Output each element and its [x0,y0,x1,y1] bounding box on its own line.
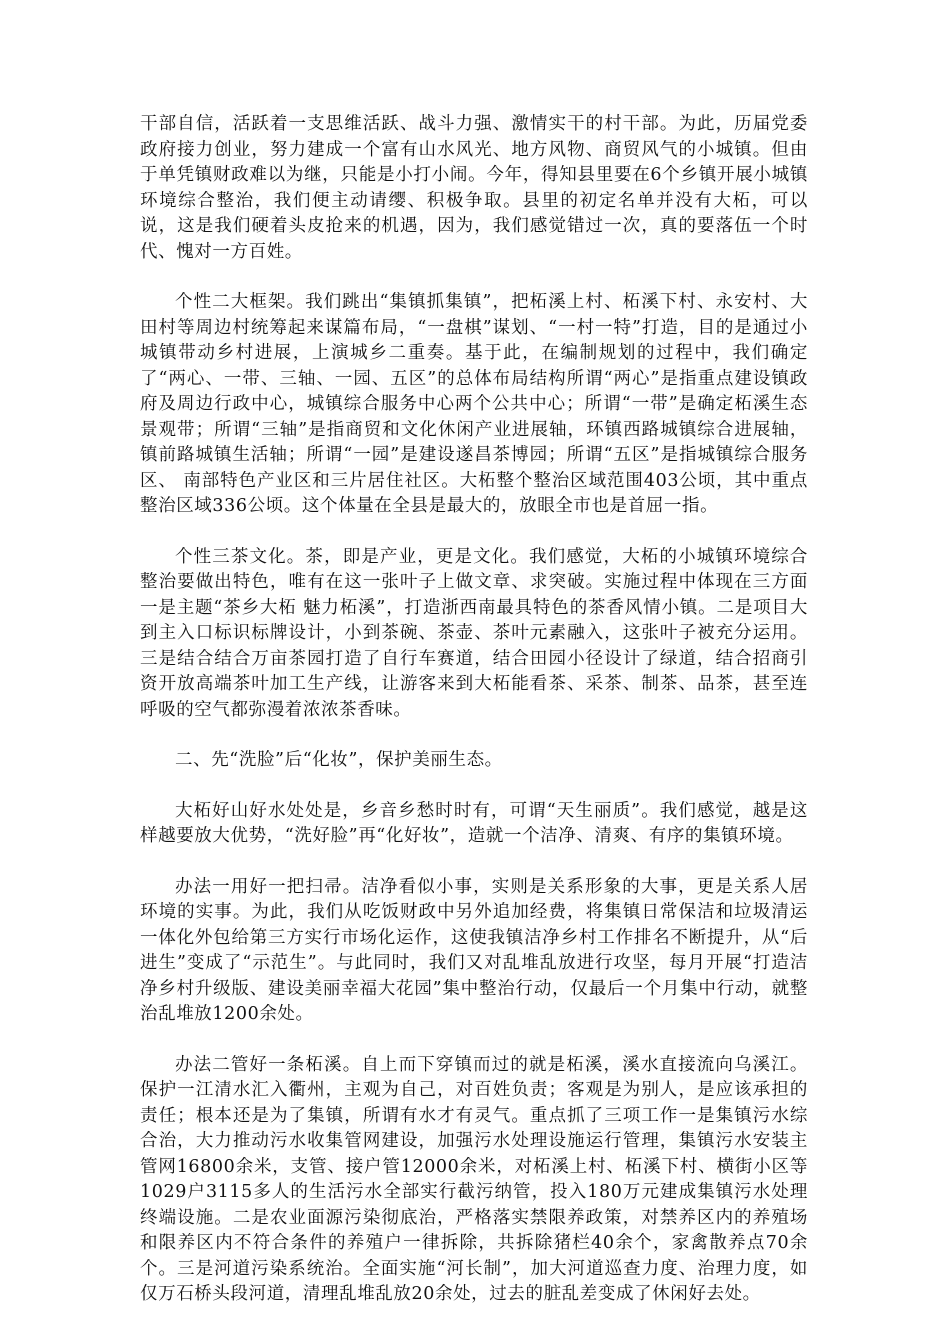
paragraph-tea-culture: 个性三茶文化。茶，即是产业，更是文化。我们感觉，大柘的小城镇环境综合整治要做出特色，唯有在这一张叶子上做文章、求突破。实施过程中体现在三方面一是主题“茶乡大柘 魅力柘溪”，打造浙西南最具特色的茶香风情小镇。二是项目大到主入口标识标牌设计，小到茶碗、茶壶、茶叶元素融入，这张叶子被充分运用。三是结合结合万亩茶园打造了自行车赛道，结合田园小径设计了绿道，结合招商引资开放高端茶叶加工生产线，让游客来到大柘能看茶、采茶、制茶、品茶，甚至连呼吸的空气都弥漫着浓浓茶香味。 [140,546,808,720]
section-heading: 二、先“洗脸”后“化妆”，保护美丽生态。 [175,750,503,770]
paragraph-continuation: 干部自信，活跃着一支思维活跃、战斗力强、激情实干的村干部。为此，历届党委政府接力创业，努力建成一个富有山水风光、地方风物、商贸风气的小城镇。但由于单凭镇财政难以为继，只能是小打小闹。今年，得知县里要在6个乡镇开展小城镇环境综合整治，我们便主动请缨、积极争取。县里的初定名单并没有大柘，可以说，这是我们硬着头皮抢来的机遇，因为，我们感觉错过一次，真的要落伍一个时代、愧对一方百姓。 [140,114,808,262]
paragraph-framework: 个性二大框架。我们跳出“集镇抓集镇”，把柘溪上村、柘溪下村、永安村、大田村等周边村统筹起来谋篇布局，“一盘棋”谋划、“一村一特”打造，目的是通过小城镇带动乡村进展，上演城乡二重奏。基于此，在编制规划的过程中，我们确定了“两心、一带、三轴、一园、五区”的总体布局结构所谓“两心”是指重点建设镇政府及周边行政中心，城镇综合服务中心两个公共中心；所谓“一带”是确定柘溪生态景观带；所谓“三轴”是指商贸和文化休闲产业进展轴，环镇西路城镇综合进展轴，镇前路城镇生活轴；所谓“一园”是建设遂昌茶博园；所谓“五区”是指城镇综合服务区、 南部特色产业区和三片居住社区。大柘整个整治区域范围403公顷，其中重点整治区域336公顷。这个体量在全县是最大的，放眼全市也是首屈一指。 [140,292,808,516]
paragraph-method-one: 办法一用好一把扫帚。洁净看似小事，实则是关系形象的大事，更是关系人居环境的实事。为此，我们从吃饭财政中另外追加经费，将集镇日常保洁和垃圾清运一体化外包给第三方实行市场化运作，这使我镇洁净乡村工作排名不断提升，从“后进生”变成了“示范生”。与此同时，我们又对乱堆乱放进行攻坚，每月开展“打造洁净乡村升级版、建设美丽幸福大花园”集中整治行动，仅最后一个月集中行动，就整治乱堆放1200余处。 [140,876,808,1024]
document-body [140,112,808,1333]
paragraph-method-two: 办法二管好一条柘溪。自上而下穿镇而过的就是柘溪，溪水直接流向乌溪江。保护一江清水汇入衢州，主观为自己，对百姓负责；客观是为别人，是应该承担的责任；根本还是为了集镇，所谓有水才有灵气。重点抓了三项工作一是集镇污水综合治，大力推动污水收集管网建设，加强污水处理设施运行管理，集镇污水安装主管网16800余米，支管、接户管12000余米，对柘溪上村、柘溪下村、横街小区等1029户3115多人的生活污水全部实行截污纳管，投入180万元建成集镇污水处理终端设施。二是农业面源污染彻底治，严格落实禁限养政策，对禁养区内的养殖场和限养区内不符合条件的养殖户一律拆除，共拆除猪栏40余个，家禽散养点70余个。三是河道污染系统治。全面实施“河长制”，加大河道巡查力度、治理力度，如仅万石桥头段河道，清理乱堆乱放20余处，过去的脏乱差变成了休闲好去处。 [140,1054,808,1304]
paragraph-intro: 大柘好山好水处处是，乡音乡愁时时有，可谓“天生丽质”。我们感觉，越是这样越要放大优势，“洗好脸”再“化好妆”，造就一个洁净、清爽、有序的集镇环境。 [140,800,808,846]
